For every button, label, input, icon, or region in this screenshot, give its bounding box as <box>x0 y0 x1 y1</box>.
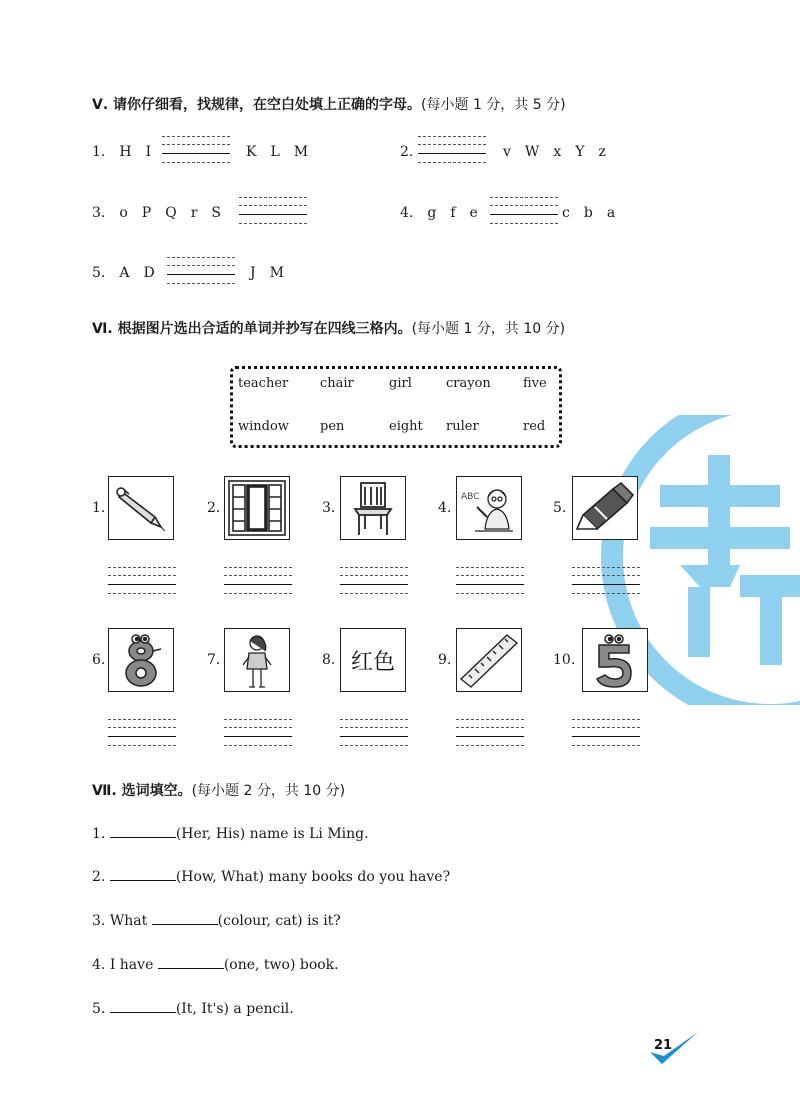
question-5-5-after: J M <box>250 265 284 281</box>
question-5-4-after: c b a <box>562 205 616 221</box>
word-bank-item: girl <box>389 376 412 391</box>
fill-blank[interactable] <box>110 823 176 838</box>
picture-number: 10. <box>553 652 576 668</box>
word-bank-item: eight <box>389 419 423 434</box>
question-5-4: 4. g f e <box>400 205 478 221</box>
chair-icon <box>340 476 406 540</box>
word-bank-item: crayon <box>446 376 491 391</box>
answer-grid[interactable] <box>340 567 408 593</box>
word-bank-item: red <box>523 419 546 434</box>
word-bank-item: chair <box>320 376 354 391</box>
answer-grid[interactable] <box>239 197 307 223</box>
word-bank-item: window <box>238 419 289 434</box>
pen-icon <box>108 476 174 540</box>
section-7-heading: Ⅶ. 选词填空。(每小题 2 分，共 10 分) <box>92 783 346 799</box>
section-6-heading: Ⅵ. 根据图片选出合适的单词并抄写在四线三格内。(每小题 1 分，共 10 分) <box>92 321 566 337</box>
picture-number: 7. <box>207 652 221 668</box>
picture-number: 4. <box>438 500 452 516</box>
answer-grid[interactable] <box>108 719 176 745</box>
picture-number: 6. <box>92 652 106 668</box>
picture-number: 1. <box>92 500 106 516</box>
question-7-4: 4. I have (one, two) book. <box>92 954 339 973</box>
window-icon <box>224 476 290 540</box>
girl-icon <box>224 628 290 692</box>
red-chinese-text: 红色 <box>350 649 395 675</box>
picture-number: 2. <box>207 500 221 516</box>
word-bank-item: pen <box>320 419 345 434</box>
page-number: 21 <box>654 1038 673 1053</box>
answer-grid[interactable] <box>224 719 292 745</box>
picture-number: 3. <box>322 500 336 516</box>
answer-grid[interactable] <box>162 136 230 162</box>
picture-number: 5. <box>553 500 567 516</box>
question-7-3: 3. What (colour, cat) is it? <box>92 910 341 929</box>
red-text-icon <box>340 628 406 692</box>
answer-grid[interactable] <box>108 567 176 593</box>
answer-grid[interactable] <box>572 567 640 593</box>
question-5-1: 1. H I <box>92 144 152 160</box>
word-bank-item: teacher <box>238 376 289 391</box>
answer-grid[interactable] <box>572 719 640 745</box>
question-5-2-after: v W x Y z <box>503 144 606 160</box>
teacher-icon <box>456 476 522 540</box>
svg-text:ABC: ABC <box>461 492 480 502</box>
answer-grid[interactable] <box>456 567 524 593</box>
eight-icon <box>108 628 174 692</box>
fill-blank[interactable] <box>110 998 176 1013</box>
answer-grid[interactable] <box>456 719 524 745</box>
picture-number: 8. <box>322 652 336 668</box>
question-7-5: 5. (It, It's) a pencil. <box>92 998 294 1017</box>
answer-grid[interactable] <box>167 257 235 283</box>
section-5-heading: Ⅴ. 请你仔细看，找规律，在空白处填上正确的字母。(每小题 1 分，共 5 分) <box>92 97 566 113</box>
answer-grid[interactable] <box>224 567 292 593</box>
fill-blank[interactable] <box>158 954 224 969</box>
picture-number: 9. <box>438 652 452 668</box>
word-bank-item: ruler <box>446 419 479 434</box>
answer-grid[interactable] <box>490 197 558 223</box>
question-7-1: 1. (Her, His) name is Li Ming. <box>92 823 369 842</box>
question-5-3: 3. o P Q r S <box>92 205 221 221</box>
question-5-2: 2. <box>400 144 414 160</box>
answer-grid[interactable] <box>340 719 408 745</box>
fill-blank[interactable] <box>152 910 218 925</box>
question-5-5: 5. A D <box>92 265 155 281</box>
question-5-1-after: K L M <box>246 144 309 160</box>
five-icon <box>582 628 648 692</box>
answer-grid[interactable] <box>418 136 486 162</box>
word-bank-item: five <box>523 376 547 391</box>
question-7-2: 2. (How, What) many books do you have? <box>92 866 450 885</box>
fill-blank[interactable] <box>110 866 176 881</box>
ruler-icon <box>456 628 522 692</box>
crayon-icon <box>572 476 638 540</box>
